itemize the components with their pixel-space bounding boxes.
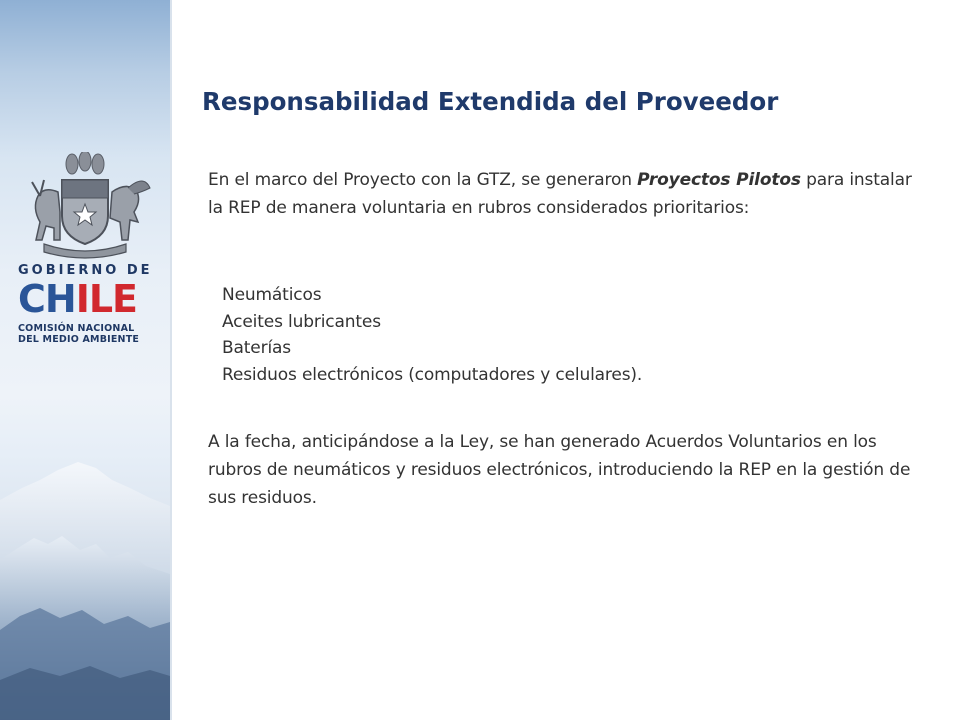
list-item: Baterías: [222, 338, 291, 358]
logo-agency-line-2: DEL MEDIO AMBIENTE: [18, 334, 140, 345]
banner-divider: [170, 0, 172, 720]
logo-agency-line-1: COMISIÓN NACIONAL: [18, 323, 135, 334]
logo-chile-blue: CH: [18, 277, 76, 321]
logo-chile-wordmark: [18, 279, 137, 319]
intro-text-after: para instalar la REP de manera voluntaria en rubros considerados prioritarios:: [208, 170, 912, 218]
intro-emphasis: Proyectos Pilotos: [637, 170, 801, 190]
mountain-landscape-image: [0, 440, 170, 720]
intro-text-before: En el marco del Proyecto con la GTZ, se generaron: [208, 170, 638, 190]
slide-title: Responsabilidad Extendida del Proveedor: [202, 87, 779, 116]
list-item: Neumáticos: [222, 285, 322, 305]
coat-of-arms-icon: [10, 152, 160, 264]
logo-chile-red: ILE: [75, 277, 138, 321]
logo-agency-name: [18, 323, 163, 345]
rubros-list: [222, 282, 922, 388]
list-item: Residuos electrónicos (computadores y celulares).: [222, 364, 643, 385]
closing-paragraph: A la fecha, anticipándose a la Ley, se han generado Acuerdos Voluntarios en los rubros de neumáticos y residuos electrónicos, introduciendo la REP en la gestión de sus residuos.: [208, 432, 911, 508]
intro-paragraph: [208, 166, 920, 222]
list-item: Aceites lubricantes: [222, 311, 381, 332]
logo-gobierno-text: GOBIERNO DE: [18, 263, 153, 278]
side-banner: [0, 0, 170, 720]
